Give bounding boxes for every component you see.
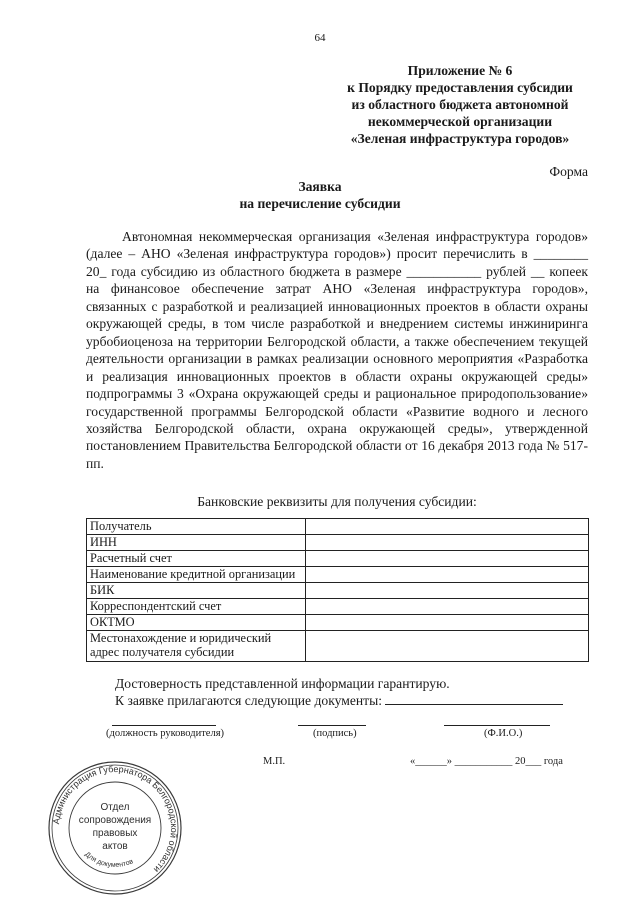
form-label: Форма	[549, 164, 588, 179]
attachments-label: К заявке прилагаются следующие документы:	[115, 693, 382, 708]
name-blank	[444, 725, 550, 726]
signature-blank	[298, 725, 366, 726]
row-label: Расчетный счет	[87, 551, 306, 567]
stamp-center-line: Отдел	[100, 802, 130, 813]
guarantee-text: Достоверность представленной информации гарантирую.	[115, 676, 450, 691]
appendix-line: Приложение № 6	[407, 63, 513, 78]
stamp-center-line: сопровождения	[78, 815, 152, 826]
row-value	[306, 599, 589, 615]
title-line-1: Заявка	[298, 179, 342, 194]
row-label: ОКТМО	[87, 615, 306, 631]
stamp-center-line: актов	[102, 841, 128, 852]
attachments-blank	[385, 692, 563, 705]
position-caption: (должность руководителя)	[106, 728, 225, 739]
name-caption: (Ф.И.О.)	[484, 728, 523, 739]
table-row	[87, 599, 589, 615]
appendix-line: некоммерческой организации	[367, 114, 553, 129]
table-row	[87, 567, 589, 583]
table-row	[87, 615, 589, 631]
row-label: ИНН	[87, 535, 306, 551]
bank-details-heading: Банковские реквизиты для получения субсидии:	[197, 494, 477, 509]
stamp-bottom-text: Для документов	[83, 850, 135, 869]
document-title	[0, 178, 640, 212]
table-row	[87, 519, 589, 535]
row-value	[306, 583, 589, 599]
row-label: Получатель	[87, 519, 306, 535]
row-value	[306, 631, 589, 662]
stamp-center-line: правовых	[92, 828, 138, 839]
bank-details-table	[86, 518, 589, 662]
attachments-line	[115, 692, 563, 709]
appendix-line: к Порядку предоставления субсидии	[347, 80, 573, 95]
closing-statements	[115, 675, 563, 709]
signature-caption: (подпись)	[313, 728, 357, 739]
row-label: Местонахождение и юридический адрес получателя субсидии	[87, 631, 306, 662]
row-label: Наименование кредитной организации	[87, 567, 306, 583]
page-number: 64	[314, 32, 326, 44]
official-stamp	[45, 758, 185, 898]
appendix-line: из областного бюджета автономной	[351, 97, 569, 112]
stamp-ring-text: Администрация Губернатора Белгородской области	[51, 763, 180, 875]
appendix-line: «Зеленая инфраструктура городов»	[350, 131, 570, 146]
table-row	[87, 583, 589, 599]
row-value	[306, 535, 589, 551]
row-label: БИК	[87, 583, 306, 599]
stamp-place-label: М.П.	[263, 756, 286, 767]
date-line: «______» ___________ 20___ года	[410, 756, 563, 767]
application-body	[86, 228, 588, 472]
row-value	[306, 519, 589, 535]
position-blank	[112, 725, 216, 726]
row-label: Корреспондентский счет	[87, 599, 306, 615]
title-line-2: на перечисление субсидии	[239, 196, 401, 211]
row-value	[306, 551, 589, 567]
row-value	[306, 567, 589, 583]
row-value	[306, 615, 589, 631]
table-row	[87, 631, 589, 662]
appendix-header	[330, 62, 590, 147]
table-row	[87, 535, 589, 551]
body-paragraph: Автономная некоммерческая организация «Зеленая инфраструктура городов» (далее – АНО «Зеленая инфраструктура городов») просит перечислить в ________ 20_ года субсидию из областного бюджета в размере ___________ рублей __ копеек на финансовое обеспечение затрат АНО «Зеленая инфраструктура городов», связанных с разработкой и реализацией инновационных проектов в области охраны окружающей среды, в том числе разработкой и внедрением системы инжиниринга урбобиоценоза на территории Белгородской области, а также обеспечением текущей деятельности организации в рамках реализации основного мероприятия «Разработка и реализация инновационных проектов в области охраны окружающей среды» подпрограммы 3 «Охрана окружающей среды и рациональное природопользование» государственной программы Белгородской области «Развитие водного и лесного хозяйства Белгородской области, охрана окружающей среды», утвержденной постановлением Правительства Белгородской области от 16 декабря 2013 года № 517-пп.	[86, 229, 588, 471]
table-row	[87, 551, 589, 567]
